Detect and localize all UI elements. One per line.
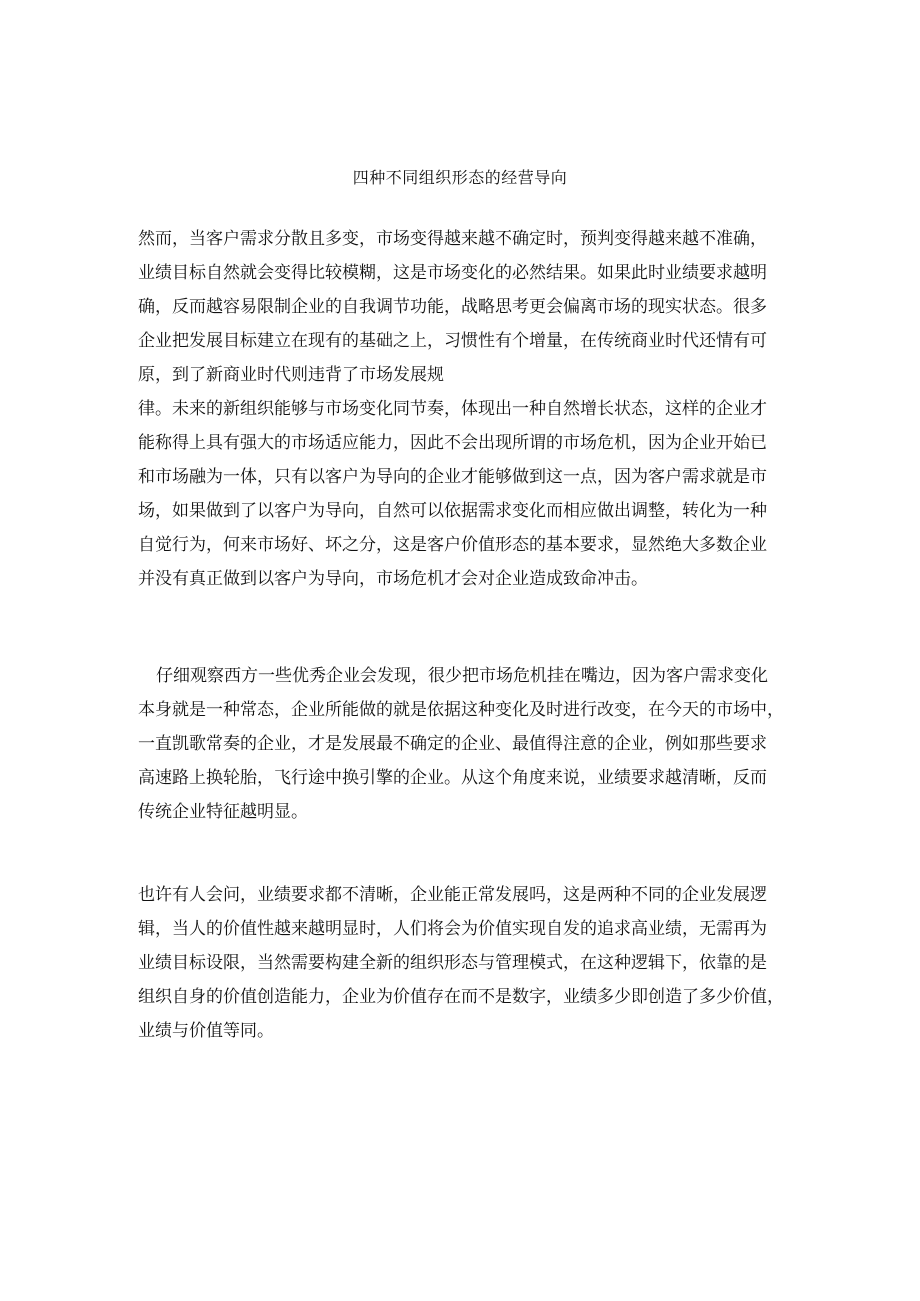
paragraph-line: 并没有真正做到以客户为导向，市场危机才会对企业造成致命冲击。	[138, 569, 648, 589]
paragraph-line: 确，反而越容易限制企业的自我调节功能，战略思考更会偏离市场的现实状态。很多	[138, 297, 767, 317]
paragraph-line: 业绩目标自然就会变得比较模糊，这是市场变化的必然结果。如果此时业绩要求越明	[138, 263, 767, 283]
paragraph-line: 业绩目标设限，当然需要构建全新的组织形态与管理模式，在这种逻辑下，依靠的是	[138, 953, 767, 973]
paragraph-line: 高速路上换轮胎，飞行途中换引擎的企业。从这个角度来说，业绩要求越清晰，反而	[138, 768, 767, 788]
paragraph-line: 业绩与价值等同。	[138, 1021, 274, 1041]
paragraph-line: 一直凯歌常奏的企业，才是发展最不确定的企业、最值得注意的企业，例如那些要求	[138, 734, 767, 754]
paragraph-line: 原，到了新商业时代则违背了市场发展规	[138, 365, 444, 385]
paragraph-line: 传统企业特征越明显。	[138, 802, 308, 822]
document-title: 四种不同组织形态的经营导向	[352, 168, 568, 187]
paragraph-line: 律。未来的新组织能够与市场变化同节奏，体现出一种自然增长状态，这样的企业才	[138, 399, 767, 419]
paragraph-3	[138, 878, 783, 1048]
paragraph-line: 自觉行为，何来市场好、坏之分，这是客户价值形态的基本要求，显然绝大多数企业	[138, 535, 767, 555]
paragraph-line: 本身就是一种常态，企业所能做的就是依据这种变化及时进行改变，在今天的市场中，	[138, 700, 784, 720]
paragraph-line: 场，如果做到了以客户为导向，自然可以依据需求变化而相应做出调整，转化为一种	[138, 501, 767, 521]
paragraph-line: 组织自身的价值创造能力，企业为价值存在而不是数字，业绩多少即创造了多少价值，	[138, 987, 784, 1007]
paragraph-line: 和市场融为一体，只有以客户为导向的企业才能够做到这一点，因为客户需求就是市	[138, 467, 767, 487]
paragraph-line: 辑，当人的价值性越来越明显时，人们将会为价值实现自发的追求高业绩，无需再为	[138, 919, 767, 939]
paragraph-line: 仔细观察西方一些优秀企业会发现，很少把市场危机挂在嘴边，因为客户需求变化	[156, 666, 768, 686]
paragraph-line: 也许有人会问，业绩要求都不清晰，企业能正常发展吗，这是两种不同的企业发展逻	[138, 885, 767, 905]
paragraph-line: 然而，当客户需求分散且多变，市场变得越来越不确定时，预判变得越来越不准确，	[138, 229, 767, 249]
paragraph-line: 企业把发展目标建立在现有的基础之上，习惯性有个增量，在传统商业时代还情有可	[138, 331, 767, 351]
paragraph-2	[138, 659, 783, 829]
paragraph-line: 能称得上具有强大的市场适应能力，因此不会出现所谓的市场危机，因为企业开始已	[138, 433, 767, 453]
paragraph-1	[138, 222, 783, 596]
